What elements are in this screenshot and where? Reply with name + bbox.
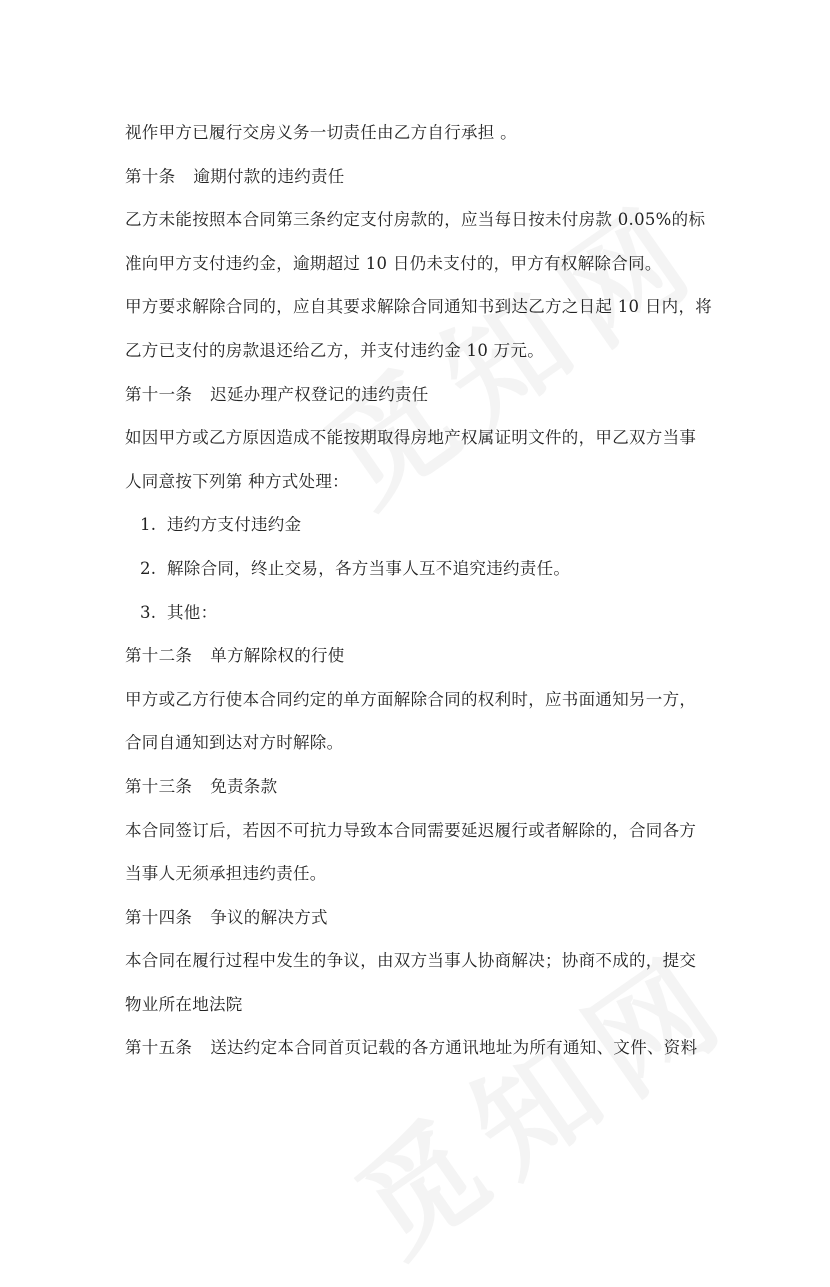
list-item-text: 解除合同，终止交易，各方当事人互不追究违约责任。 xyxy=(167,558,571,578)
paragraph-line: 本合同签订后，若因不可抗力导致本合同需要延迟履行或者解除的，合同各方 xyxy=(125,820,697,840)
document-body xyxy=(125,111,713,1070)
article-heading xyxy=(125,896,710,940)
paragraph-line: 物业所在地法院 xyxy=(125,994,243,1014)
paragraph-line: 甲方或乙方行使本合同约定的单方面解除合同的权利时，应书面通知另一方， xyxy=(125,689,697,709)
list-item-number: 1. xyxy=(140,515,157,535)
paragraph-line: 人同意按下列第 种方式处理： xyxy=(125,471,349,491)
list-item xyxy=(125,547,710,591)
article-title: 送达约定本合同首页记载的各方通讯地址为所有通知、文件、资料 xyxy=(210,1038,698,1058)
list-item-number: 2. xyxy=(140,558,157,578)
article-heading xyxy=(125,1026,710,1070)
list-item xyxy=(125,591,710,635)
list-item xyxy=(125,503,710,547)
paragraph-line: 视作甲方已履行交房义务一切责任由乙方自行承担 。 xyxy=(125,123,517,142)
article-heading xyxy=(125,765,710,809)
list-item-number: 3. xyxy=(140,602,157,622)
paragraph-line: 乙方已支付的房款退还给乙方，并支付违约金 10 万元。 xyxy=(125,340,545,360)
paragraph-line: 本合同在履行过程中发生的争议，由双方当事人协商解决；协商不成的，提交 xyxy=(125,951,697,971)
article-heading xyxy=(125,155,710,199)
article-number: 第十一条 xyxy=(125,384,193,404)
article-number: 第十二条 xyxy=(125,646,193,666)
article-number: 第十五条 xyxy=(125,1038,193,1058)
article-heading xyxy=(125,373,710,417)
paragraph-line: 合同自通知到达对方时解除。 xyxy=(125,733,344,753)
paragraph-line: 如因甲方或乙方原因造成不能按期取得房地产权属证明文件的，甲乙双方当事 xyxy=(125,428,697,448)
paragraph-line: 准向甲方支付违约金，逾期超过 10 日仍未支付的，甲方有权解除合同。 xyxy=(125,253,662,273)
article-title: 免责条款 xyxy=(210,776,278,796)
article-number: 第十四条 xyxy=(125,907,193,927)
list-item-text: 其他： xyxy=(167,602,218,622)
article-number: 第十条 xyxy=(125,166,176,186)
paragraph-line: 乙方未能按照本合同第三条约定支付房款的，应当每日按未付房款 0.05%的标 xyxy=(125,210,706,230)
article-title: 单方解除权的行使 xyxy=(210,646,345,666)
article-heading xyxy=(125,634,710,678)
article-title: 争议的解决方式 xyxy=(210,907,328,927)
article-title: 逾期付款的违约责任 xyxy=(193,166,345,186)
paragraph-line: 甲方要求解除合同的，应自其要求解除合同通知书到达乙方之日起 10 日内，将 xyxy=(125,297,713,317)
article-title: 迟延办理产权登记的违约责任 xyxy=(210,384,429,404)
list-item-text: 违约方支付违约金 xyxy=(167,515,302,535)
paragraph-line: 当事人无须承担违约责任。 xyxy=(125,864,327,884)
article-number: 第十三条 xyxy=(125,776,193,796)
